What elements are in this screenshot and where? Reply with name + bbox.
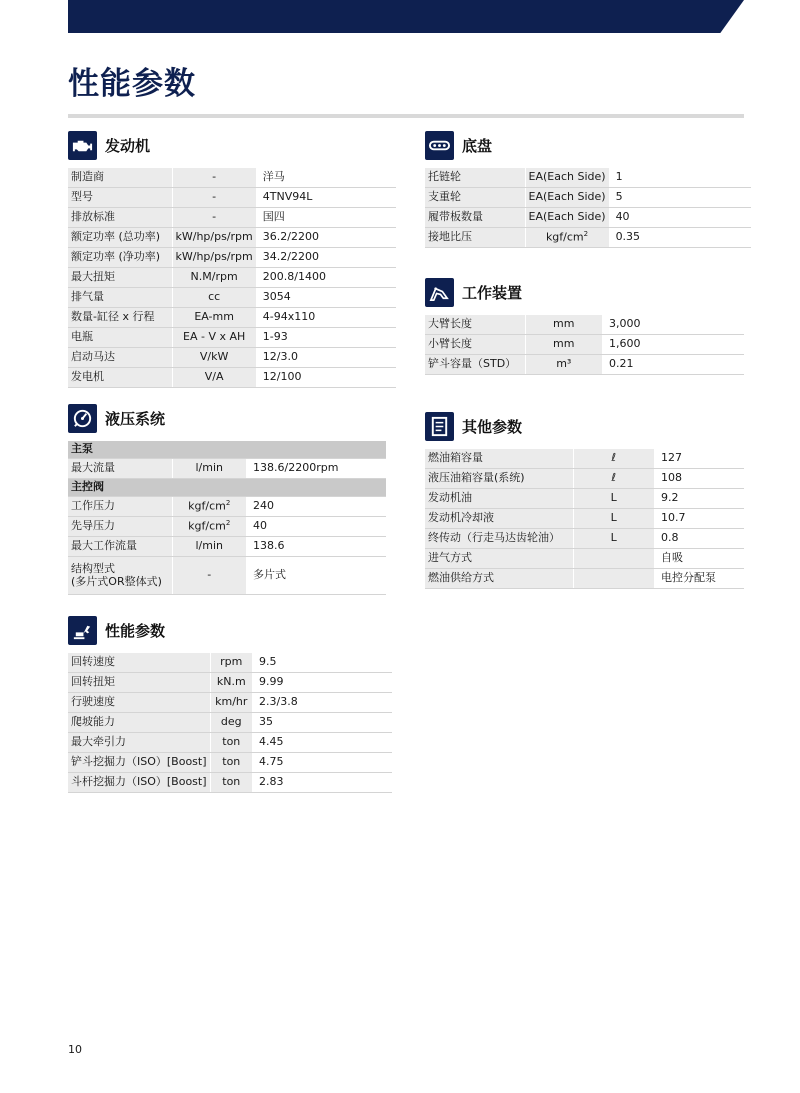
title-divider <box>68 114 744 118</box>
spec-value: 9.99 <box>252 673 392 693</box>
work-equipment-section <box>425 277 744 375</box>
table-row <box>425 315 744 335</box>
spec-unit <box>573 509 654 529</box>
engine-icon <box>68 131 97 160</box>
table-row <box>68 517 386 537</box>
top-banner <box>68 0 744 33</box>
spec-value: 5 <box>609 188 751 208</box>
spec-label: 数量-缸径 x 行程 <box>68 308 172 328</box>
spec-value: 0.35 <box>609 228 751 248</box>
spec-value: 0.8 <box>654 529 744 549</box>
spec-unit-text: EA(Each Side) <box>528 170 606 184</box>
table-row <box>425 355 744 375</box>
table-row <box>68 168 396 188</box>
table-row <box>68 328 396 348</box>
spec-unit-superscript: 2 <box>225 519 231 528</box>
spec-label: 启动马达 <box>68 348 172 368</box>
spec-unit-text: V/A <box>204 370 224 384</box>
spec-unit <box>172 168 256 188</box>
other-section <box>425 411 744 589</box>
spec-unit-text: ton <box>222 735 241 749</box>
spec-unit <box>525 355 602 375</box>
spec-value: 国四 <box>256 208 396 228</box>
subsection-header: 主控阀 <box>68 479 386 497</box>
spec-unit-text: L <box>610 511 617 525</box>
table-row <box>68 653 392 673</box>
spec-label: 制造商 <box>68 168 172 188</box>
table-row <box>425 228 751 248</box>
spec-unit-text: - <box>212 210 217 224</box>
spec-value: 电控分配泵 <box>654 569 744 589</box>
spec-label: 进气方式 <box>425 549 573 569</box>
undercarriage-table <box>425 168 751 248</box>
spec-unit <box>210 673 252 693</box>
spec-unit <box>573 469 654 489</box>
spec-value: 3,000 <box>602 315 744 335</box>
spec-unit <box>525 208 609 228</box>
performance-section <box>68 615 392 793</box>
table-row <box>68 348 396 368</box>
spec-unit-text: kN.m <box>216 675 246 689</box>
spec-value: 138.6 <box>246 537 386 557</box>
spec-unit <box>525 315 602 335</box>
undercarriage-header <box>425 130 751 160</box>
spec-value: 12/3.0 <box>256 348 396 368</box>
spec-unit <box>172 208 256 228</box>
spec-unit <box>172 517 246 537</box>
spec-label: 铲斗挖掘力（ISO）[Boost] <box>68 753 210 773</box>
excavator-icon <box>68 616 97 645</box>
spec-value: 4-94x110 <box>256 308 396 328</box>
performance-header <box>68 615 392 645</box>
spec-label: 回转扭矩 <box>68 673 210 693</box>
spec-unit-text: ton <box>222 755 241 769</box>
table-row <box>425 549 744 569</box>
spec-label: 斗杆挖掘力（ISO）[Boost] <box>68 773 210 793</box>
spec-value: 34.2/2200 <box>256 248 396 268</box>
spec-label: 额定功率 (总功率) <box>68 228 172 248</box>
spec-unit-text: L <box>610 491 617 505</box>
spec-value: 240 <box>246 497 386 517</box>
spec-unit <box>210 713 252 733</box>
table-row <box>68 773 392 793</box>
spec-value: 9.5 <box>252 653 392 673</box>
spec-label: 额定功率 (净功率) <box>68 248 172 268</box>
work-equipment-title: 工作装置 <box>462 283 523 302</box>
spec-unit-text: ton <box>222 775 241 789</box>
table-row <box>68 693 392 713</box>
spec-unit <box>172 268 256 288</box>
spec-label: 最大牵引力 <box>68 733 210 753</box>
spec-unit-text: - <box>212 170 217 184</box>
spec-unit-text: km/hr <box>215 695 248 709</box>
spec-label: 回转速度 <box>68 653 210 673</box>
spec-unit-text: m³ <box>556 357 572 371</box>
spec-value: 9.2 <box>654 489 744 509</box>
spec-unit <box>573 549 654 569</box>
spec-unit <box>210 753 252 773</box>
subsection-header: 主泵 <box>68 441 386 459</box>
table-row <box>68 713 392 733</box>
spec-label: 爬坡能力 <box>68 713 210 733</box>
spec-label: 铲斗容量（STD） <box>425 355 525 375</box>
spec-value: 洋马 <box>256 168 396 188</box>
spec-unit <box>210 733 252 753</box>
spec-value: 200.8/1400 <box>256 268 396 288</box>
spec-value: 40 <box>246 517 386 537</box>
spec-unit <box>172 248 256 268</box>
table-row <box>68 268 396 288</box>
spec-unit-text: EA - V x AH <box>183 330 246 344</box>
spec-label: 行驶速度 <box>68 693 210 713</box>
engine-header <box>68 130 396 160</box>
table-row <box>68 208 396 228</box>
table-row <box>68 497 386 517</box>
spec-label: 最大工作流量 <box>68 537 172 557</box>
spec-value: 1 <box>609 168 751 188</box>
work-equipment-header <box>425 277 744 307</box>
spec-unit-text: EA-mm <box>194 310 234 324</box>
spec-unit <box>172 459 246 479</box>
spec-label: 先导压力 <box>68 517 172 537</box>
engine-section <box>68 130 396 388</box>
spec-unit <box>573 449 654 469</box>
spec-unit-text: kgf/cm <box>188 500 226 513</box>
boom-arm-icon <box>425 278 454 307</box>
spec-label: 液压油箱容量(系统) <box>425 469 573 489</box>
hydraulic-gauge-icon <box>68 404 97 433</box>
spec-value: 40 <box>609 208 751 228</box>
spec-value: 0.21 <box>602 355 744 375</box>
table-row <box>425 529 744 549</box>
hydraulic-section <box>68 403 386 595</box>
spec-label-line: (多片式OR整体式) <box>71 574 162 588</box>
spec-value: 36.2/2200 <box>256 228 396 248</box>
hydraulic-table <box>68 441 386 595</box>
spec-value: 127 <box>654 449 744 469</box>
document-icon <box>425 412 454 441</box>
spec-value: 自吸 <box>654 549 744 569</box>
table-row <box>425 569 744 589</box>
spec-unit <box>573 529 654 549</box>
spec-unit <box>172 188 256 208</box>
spec-label: 最大流量 <box>68 459 172 479</box>
spec-unit <box>172 308 256 328</box>
table-row <box>425 335 744 355</box>
spec-value: 138.6/2200rpm <box>246 459 386 479</box>
spec-label: 托链轮 <box>425 168 525 188</box>
spec-unit-text: mm <box>553 337 575 351</box>
spec-unit-text: deg <box>220 715 242 729</box>
spec-value: 3054 <box>256 288 396 308</box>
spec-unit <box>172 368 256 388</box>
spec-unit <box>172 537 246 557</box>
table-row <box>68 368 396 388</box>
table-row <box>68 537 386 557</box>
table-row <box>68 673 392 693</box>
table-row <box>68 557 386 595</box>
spec-unit-text: rpm <box>220 655 243 669</box>
spec-label: 发动机油 <box>425 489 573 509</box>
hydraulic-title: 液压系统 <box>105 409 166 428</box>
table-row <box>68 753 392 773</box>
subsection-row <box>68 441 386 459</box>
spec-unit-text: - <box>212 190 217 204</box>
spec-unit <box>573 569 654 589</box>
spec-unit <box>573 489 654 509</box>
spec-value: 10.7 <box>654 509 744 529</box>
spec-unit <box>525 335 602 355</box>
spec-unit <box>210 773 252 793</box>
spec-value: 108 <box>654 469 744 489</box>
page-title: 性能参数 <box>68 66 196 102</box>
spec-label: 小臂长度 <box>425 335 525 355</box>
spec-unit-text: kW/hp/ps/rpm <box>175 230 253 244</box>
spec-value: 1-93 <box>256 328 396 348</box>
spec-label: 电瓶 <box>68 328 172 348</box>
spec-value: 2.3/3.8 <box>252 693 392 713</box>
spec-unit <box>172 228 256 248</box>
spec-label: 型号 <box>68 188 172 208</box>
spec-unit <box>210 653 252 673</box>
spec-unit-text: L <box>610 531 617 545</box>
spec-unit-text: kW/hp/ps/rpm <box>175 250 253 264</box>
table-row <box>68 188 396 208</box>
page-number: 10 <box>68 1043 82 1056</box>
spec-value: 4.45 <box>252 733 392 753</box>
spec-label: 最大扭矩 <box>68 268 172 288</box>
other-header <box>425 411 744 441</box>
subsection-row <box>68 479 386 497</box>
spec-unit-text: mm <box>553 317 575 331</box>
table-row <box>425 489 744 509</box>
spec-label: 支重轮 <box>425 188 525 208</box>
spec-unit <box>172 557 246 595</box>
spec-value: 2.83 <box>252 773 392 793</box>
engine-table <box>68 168 396 388</box>
table-row <box>425 469 744 489</box>
table-row <box>68 228 396 248</box>
other-table <box>425 449 744 589</box>
spec-unit-text: N.M/rpm <box>190 270 238 284</box>
other-title: 其他参数 <box>462 417 523 436</box>
spec-unit <box>525 168 609 188</box>
hydraulic-header <box>68 403 386 433</box>
table-row <box>68 288 396 308</box>
performance-title: 性能参数 <box>105 621 166 640</box>
spec-unit-superscript: 2 <box>225 499 231 508</box>
spec-label: 排气量 <box>68 288 172 308</box>
spec-value: 4.75 <box>252 753 392 773</box>
spec-unit <box>525 228 609 248</box>
table-row <box>68 733 392 753</box>
table-row <box>425 168 751 188</box>
table-row <box>425 509 744 529</box>
spec-unit-superscript: 2 <box>583 230 589 239</box>
spec-label: 履带板数量 <box>425 208 525 228</box>
table-row <box>425 208 751 228</box>
performance-table <box>68 653 392 793</box>
spec-unit-text: EA(Each Side) <box>528 210 606 224</box>
spec-unit <box>210 693 252 713</box>
spec-label: 工作压力 <box>68 497 172 517</box>
spec-unit <box>525 188 609 208</box>
spec-unit-text: l/min <box>195 461 223 475</box>
spec-unit-text: ℓ <box>611 451 617 465</box>
spec-value: 35 <box>252 713 392 733</box>
spec-value: 多片式 <box>246 557 386 595</box>
spec-value: 4TNV94L <box>256 188 396 208</box>
spec-label: 排放标准 <box>68 208 172 228</box>
table-row <box>68 308 396 328</box>
spec-unit-text: EA(Each Side) <box>528 190 606 204</box>
work-equipment-table <box>425 315 744 375</box>
table-row <box>425 188 751 208</box>
crawler-track-icon <box>425 131 454 160</box>
undercarriage-section <box>425 130 751 248</box>
spec-value: 1,600 <box>602 335 744 355</box>
spec-unit-text: kgf/cm <box>545 231 584 244</box>
spec-unit-text: V/kW <box>199 350 229 364</box>
spec-label: 发动机冷却液 <box>425 509 573 529</box>
spec-label: 燃油箱容量 <box>425 449 573 469</box>
spec-unit-text: ℓ <box>611 471 617 485</box>
spec-label: 发电机 <box>68 368 172 388</box>
spec-label: 大臂长度 <box>425 315 525 335</box>
spec-unit-text: l/min <box>195 539 223 553</box>
table-row <box>68 459 386 479</box>
spec-unit <box>172 497 246 517</box>
spec-label: 接地比压 <box>425 228 525 248</box>
spec-unit-text: - <box>207 568 212 582</box>
spec-unit-text: cc <box>208 290 221 304</box>
undercarriage-title: 底盘 <box>462 136 493 155</box>
spec-label-line: 结构型式 <box>71 561 115 575</box>
spec-unit <box>172 288 256 308</box>
table-row <box>68 248 396 268</box>
engine-title: 发动机 <box>105 136 151 155</box>
spec-label <box>68 557 172 595</box>
spec-label: 终传动（行走马达齿轮油） <box>425 529 573 549</box>
spec-unit-text: kgf/cm <box>188 520 226 533</box>
spec-value: 12/100 <box>256 368 396 388</box>
spec-unit <box>172 328 256 348</box>
spec-unit <box>172 348 256 368</box>
table-row <box>425 449 744 469</box>
spec-label: 燃油供给方式 <box>425 569 573 589</box>
